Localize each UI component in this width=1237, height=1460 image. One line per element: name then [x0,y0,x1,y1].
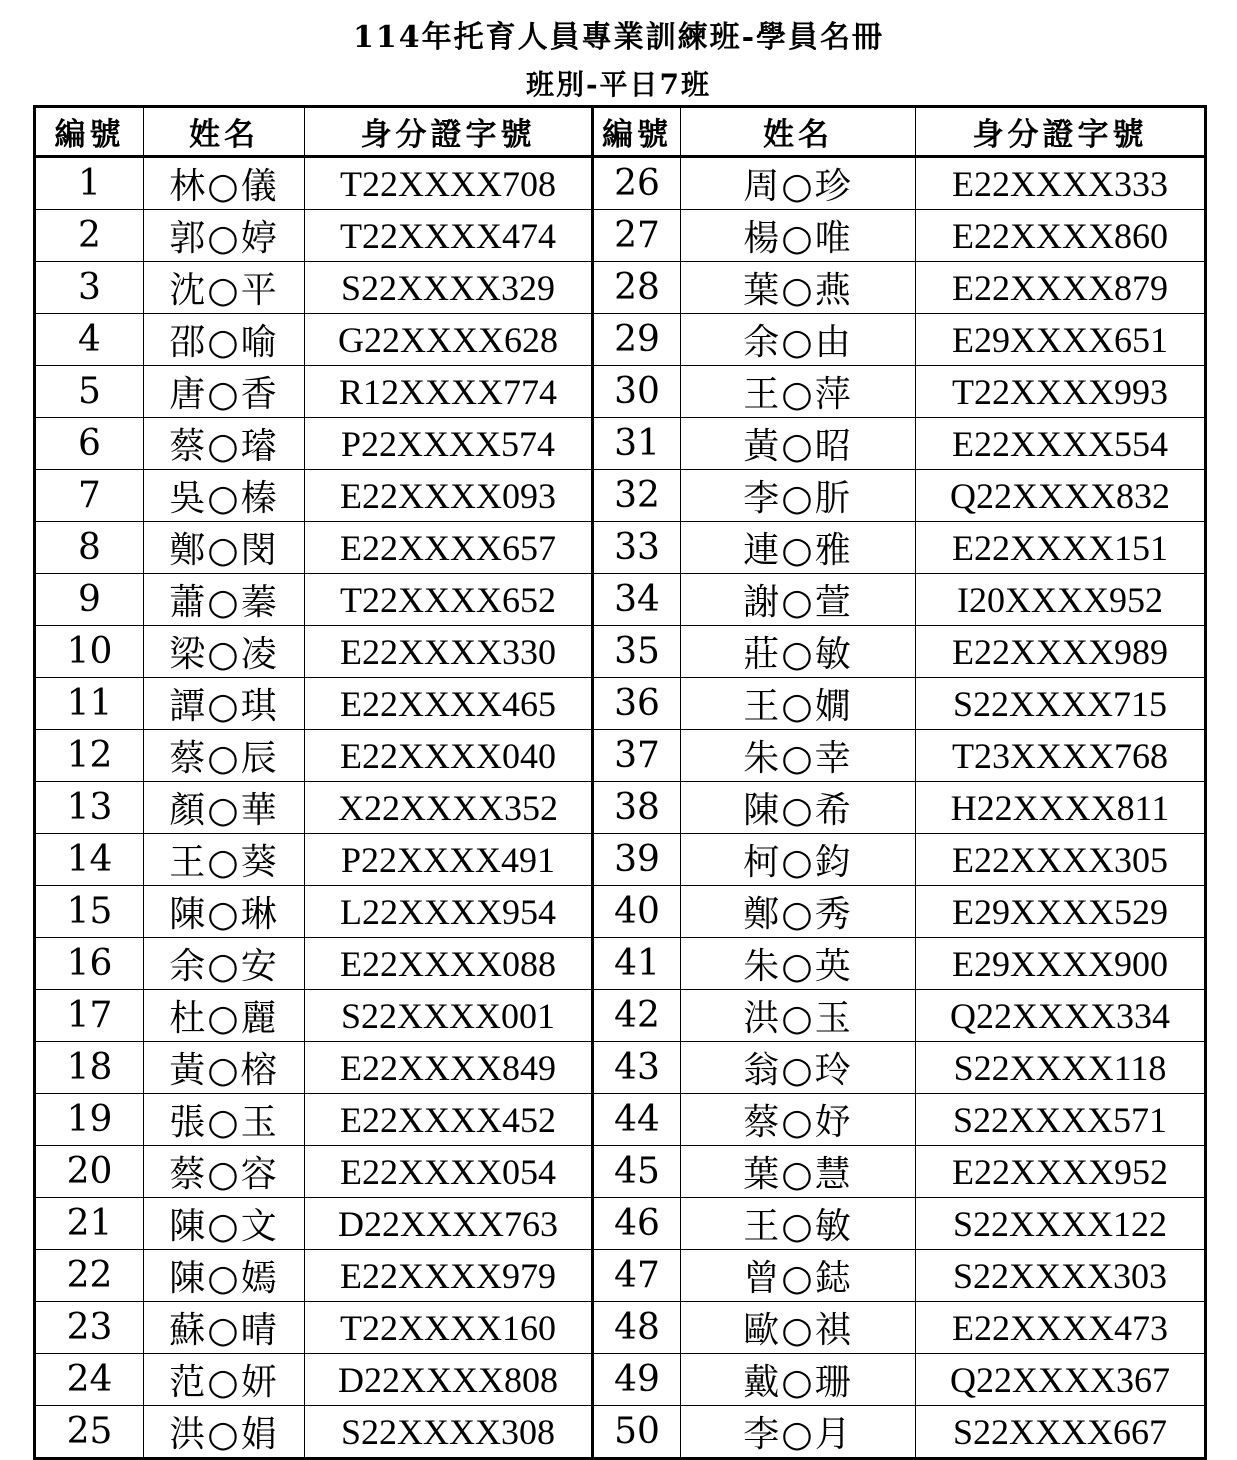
table-row [35,886,1206,938]
student-id-left: P22XXXX491 [305,834,593,886]
student-name-right: 蔡○妤 [681,1094,916,1146]
table-row [35,782,1206,834]
student-id-left: S22XXXX308 [305,1406,593,1459]
student-number-left: 18 [35,1042,144,1094]
student-number-left: 10 [35,626,144,678]
student-name-right: 周○珍 [681,157,916,210]
student-name-left: 顏○華 [144,782,305,834]
student-number-left: 15 [35,886,144,938]
student-id-left: E22XXXX452 [305,1094,593,1146]
student-id-right: E22XXXX989 [916,626,1206,678]
student-number-left: 14 [35,834,144,886]
student-name-left: 譚○琪 [144,678,305,730]
student-id-right: E22XXXX305 [916,834,1206,886]
student-name-right: 歐○祺 [681,1302,916,1354]
student-id-left: G22XXXX628 [305,314,593,366]
student-name-right: 莊○敏 [681,626,916,678]
student-id-right: S22XXXX122 [916,1198,1206,1250]
student-number-right: 31 [593,418,681,470]
student-number-right: 32 [593,470,681,522]
table-row [35,1302,1206,1354]
student-id-left: E22XXXX979 [305,1250,593,1302]
header-id-right: 身分證字號 [916,107,1206,157]
student-name-left: 沈○平 [144,262,305,314]
student-number-right: 42 [593,990,681,1042]
student-number-right: 29 [593,314,681,366]
student-number-right: 39 [593,834,681,886]
student-name-left: 張○玉 [144,1094,305,1146]
table-row [35,522,1206,574]
student-name-left: 陳○文 [144,1198,305,1250]
student-name-right: 黃○昭 [681,418,916,470]
table-row [35,1354,1206,1406]
student-id-right: E22XXXX952 [916,1146,1206,1198]
student-id-right: E22XXXX151 [916,522,1206,574]
student-name-right: 戴○珊 [681,1354,916,1406]
student-name-right: 王○敏 [681,1198,916,1250]
student-name-right: 李○肵 [681,470,916,522]
table-row [35,1406,1206,1459]
table-row [35,1146,1206,1198]
student-number-left: 20 [35,1146,144,1198]
student-name-right: 連○雅 [681,522,916,574]
student-id-right: S22XXXX667 [916,1406,1206,1459]
student-name-right: 楊○唯 [681,210,916,262]
student-name-right: 王○萍 [681,366,916,418]
student-id-right: T22XXXX993 [916,366,1206,418]
student-number-right: 37 [593,730,681,782]
student-name-right: 柯○鈞 [681,834,916,886]
student-number-right: 33 [593,522,681,574]
table-row [35,366,1206,418]
student-name-right: 葉○燕 [681,262,916,314]
student-number-left: 17 [35,990,144,1042]
student-name-left: 陳○嫣 [144,1250,305,1302]
student-id-right: E22XXXX879 [916,262,1206,314]
student-number-left: 13 [35,782,144,834]
student-name-right: 陳○希 [681,782,916,834]
student-id-right: E22XXXX473 [916,1302,1206,1354]
student-name-left: 陳○琳 [144,886,305,938]
student-number-left: 9 [35,574,144,626]
student-id-left: X22XXXX352 [305,782,593,834]
student-id-left: E22XXXX849 [305,1042,593,1094]
header-number-left: 編號 [35,107,144,157]
student-name-left: 梁○凌 [144,626,305,678]
student-name-left: 余○安 [144,938,305,990]
header-row [35,107,1206,157]
student-id-right: S22XXXX571 [916,1094,1206,1146]
student-name-left: 蕭○蓁 [144,574,305,626]
header-id-left: 身分證字號 [305,107,593,157]
student-id-right: E22XXXX860 [916,210,1206,262]
student-name-right: 朱○幸 [681,730,916,782]
student-id-left: E22XXXX330 [305,626,593,678]
student-id-right: E29XXXX529 [916,886,1206,938]
student-id-left: P22XXXX574 [305,418,593,470]
student-id-left: E22XXXX040 [305,730,593,782]
student-name-left: 杜○麗 [144,990,305,1042]
student-number-left: 21 [35,1198,144,1250]
student-number-right: 43 [593,1042,681,1094]
student-id-left: R12XXXX774 [305,366,593,418]
student-number-right: 48 [593,1302,681,1354]
student-number-right: 49 [593,1354,681,1406]
table-row [35,470,1206,522]
student-number-left: 19 [35,1094,144,1146]
student-id-left: D22XXXX763 [305,1198,593,1250]
table-row [35,1094,1206,1146]
student-id-right: Q22XXXX334 [916,990,1206,1042]
document-title: 114年托育人員專業訓練班-學員名冊 [352,20,885,55]
student-name-left: 吳○榛 [144,470,305,522]
student-number-left: 7 [35,470,144,522]
student-name-left: 范○妍 [144,1354,305,1406]
student-id-left: T22XXXX652 [305,574,593,626]
student-number-left: 8 [35,522,144,574]
student-number-right: 41 [593,938,681,990]
header-name-right: 姓名 [681,107,916,157]
table-row [35,314,1206,366]
student-name-right: 余○由 [681,314,916,366]
student-number-left: 11 [35,678,144,730]
student-id-left: E22XXXX093 [305,470,593,522]
student-number-right: 35 [593,626,681,678]
student-number-left: 16 [35,938,144,990]
student-number-left: 6 [35,418,144,470]
student-id-left: E22XXXX054 [305,1146,593,1198]
table-row [35,210,1206,262]
student-id-left: T22XXXX708 [305,157,593,210]
student-name-left: 蔡○辰 [144,730,305,782]
student-name-left: 郭○婷 [144,210,305,262]
student-id-left: T22XXXX160 [305,1302,593,1354]
student-id-right: I20XXXX952 [916,574,1206,626]
table-row [35,1250,1206,1302]
student-name-right: 曾○鋕 [681,1250,916,1302]
student-number-right: 47 [593,1250,681,1302]
student-name-left: 林○儀 [144,157,305,210]
table-row [35,418,1206,470]
student-id-left: T22XXXX474 [305,210,593,262]
student-roster-table [33,105,1207,1460]
student-number-left: 2 [35,210,144,262]
student-number-left: 3 [35,262,144,314]
student-name-right: 葉○慧 [681,1146,916,1198]
student-number-left: 24 [35,1354,144,1406]
student-id-right: T23XXXX768 [916,730,1206,782]
student-name-left: 洪○娟 [144,1406,305,1459]
student-id-right: S22XXXX715 [916,678,1206,730]
table-row [35,574,1206,626]
student-number-right: 44 [593,1094,681,1146]
student-name-right: 謝○萱 [681,574,916,626]
student-number-right: 26 [593,157,681,210]
table-row [35,262,1206,314]
header-name-left: 姓名 [144,107,305,157]
student-id-left: S22XXXX001 [305,990,593,1042]
student-number-right: 30 [593,366,681,418]
student-number-right: 36 [593,678,681,730]
class-subtitle: 班別-平日7班 [525,68,712,101]
student-name-left: 邵○喻 [144,314,305,366]
roster-body [35,157,1206,1459]
student-number-left: 4 [35,314,144,366]
student-number-right: 28 [593,262,681,314]
student-name-right: 洪○玉 [681,990,916,1042]
student-id-right: Q22XXXX367 [916,1354,1206,1406]
student-id-right: E22XXXX554 [916,418,1206,470]
student-number-left: 5 [35,366,144,418]
student-number-right: 27 [593,210,681,262]
student-number-left: 25 [35,1406,144,1459]
student-id-right: Q22XXXX832 [916,470,1206,522]
student-number-right: 45 [593,1146,681,1198]
student-number-right: 40 [593,886,681,938]
student-name-right: 翁○玲 [681,1042,916,1094]
student-id-right: S22XXXX118 [916,1042,1206,1094]
student-name-left: 鄭○閔 [144,522,305,574]
table-row [35,990,1206,1042]
student-name-left: 唐○香 [144,366,305,418]
student-name-right: 李○月 [681,1406,916,1459]
student-id-left: S22XXXX329 [305,262,593,314]
student-number-right: 50 [593,1406,681,1459]
student-id-right: S22XXXX303 [916,1250,1206,1302]
student-name-left: 蔡○璿 [144,418,305,470]
table-row [35,730,1206,782]
table-row [35,626,1206,678]
student-id-left: E22XXXX465 [305,678,593,730]
table-row [35,1198,1206,1250]
table-row [35,678,1206,730]
student-name-left: 黃○榕 [144,1042,305,1094]
table-row [35,1042,1206,1094]
student-number-right: 34 [593,574,681,626]
student-number-right: 38 [593,782,681,834]
student-id-left: L22XXXX954 [305,886,593,938]
student-number-left: 1 [35,157,144,210]
student-id-right: E29XXXX651 [916,314,1206,366]
student-name-left: 王○葵 [144,834,305,886]
header-number-right: 編號 [593,107,681,157]
student-id-right: E22XXXX333 [916,157,1206,210]
table-row [35,157,1206,210]
table-row [35,834,1206,886]
student-id-right: H22XXXX811 [916,782,1206,834]
student-number-right: 46 [593,1198,681,1250]
table-row [35,938,1206,990]
student-name-right: 朱○英 [681,938,916,990]
student-name-right: 鄭○秀 [681,886,916,938]
student-number-left: 23 [35,1302,144,1354]
student-name-left: 蔡○容 [144,1146,305,1198]
student-id-right: E29XXXX900 [916,938,1206,990]
student-id-left: D22XXXX808 [305,1354,593,1406]
student-id-left: E22XXXX657 [305,522,593,574]
student-name-left: 蘇○晴 [144,1302,305,1354]
student-name-right: 王○嫺 [681,678,916,730]
student-number-left: 22 [35,1250,144,1302]
student-id-left: E22XXXX088 [305,938,593,990]
student-number-left: 12 [35,730,144,782]
